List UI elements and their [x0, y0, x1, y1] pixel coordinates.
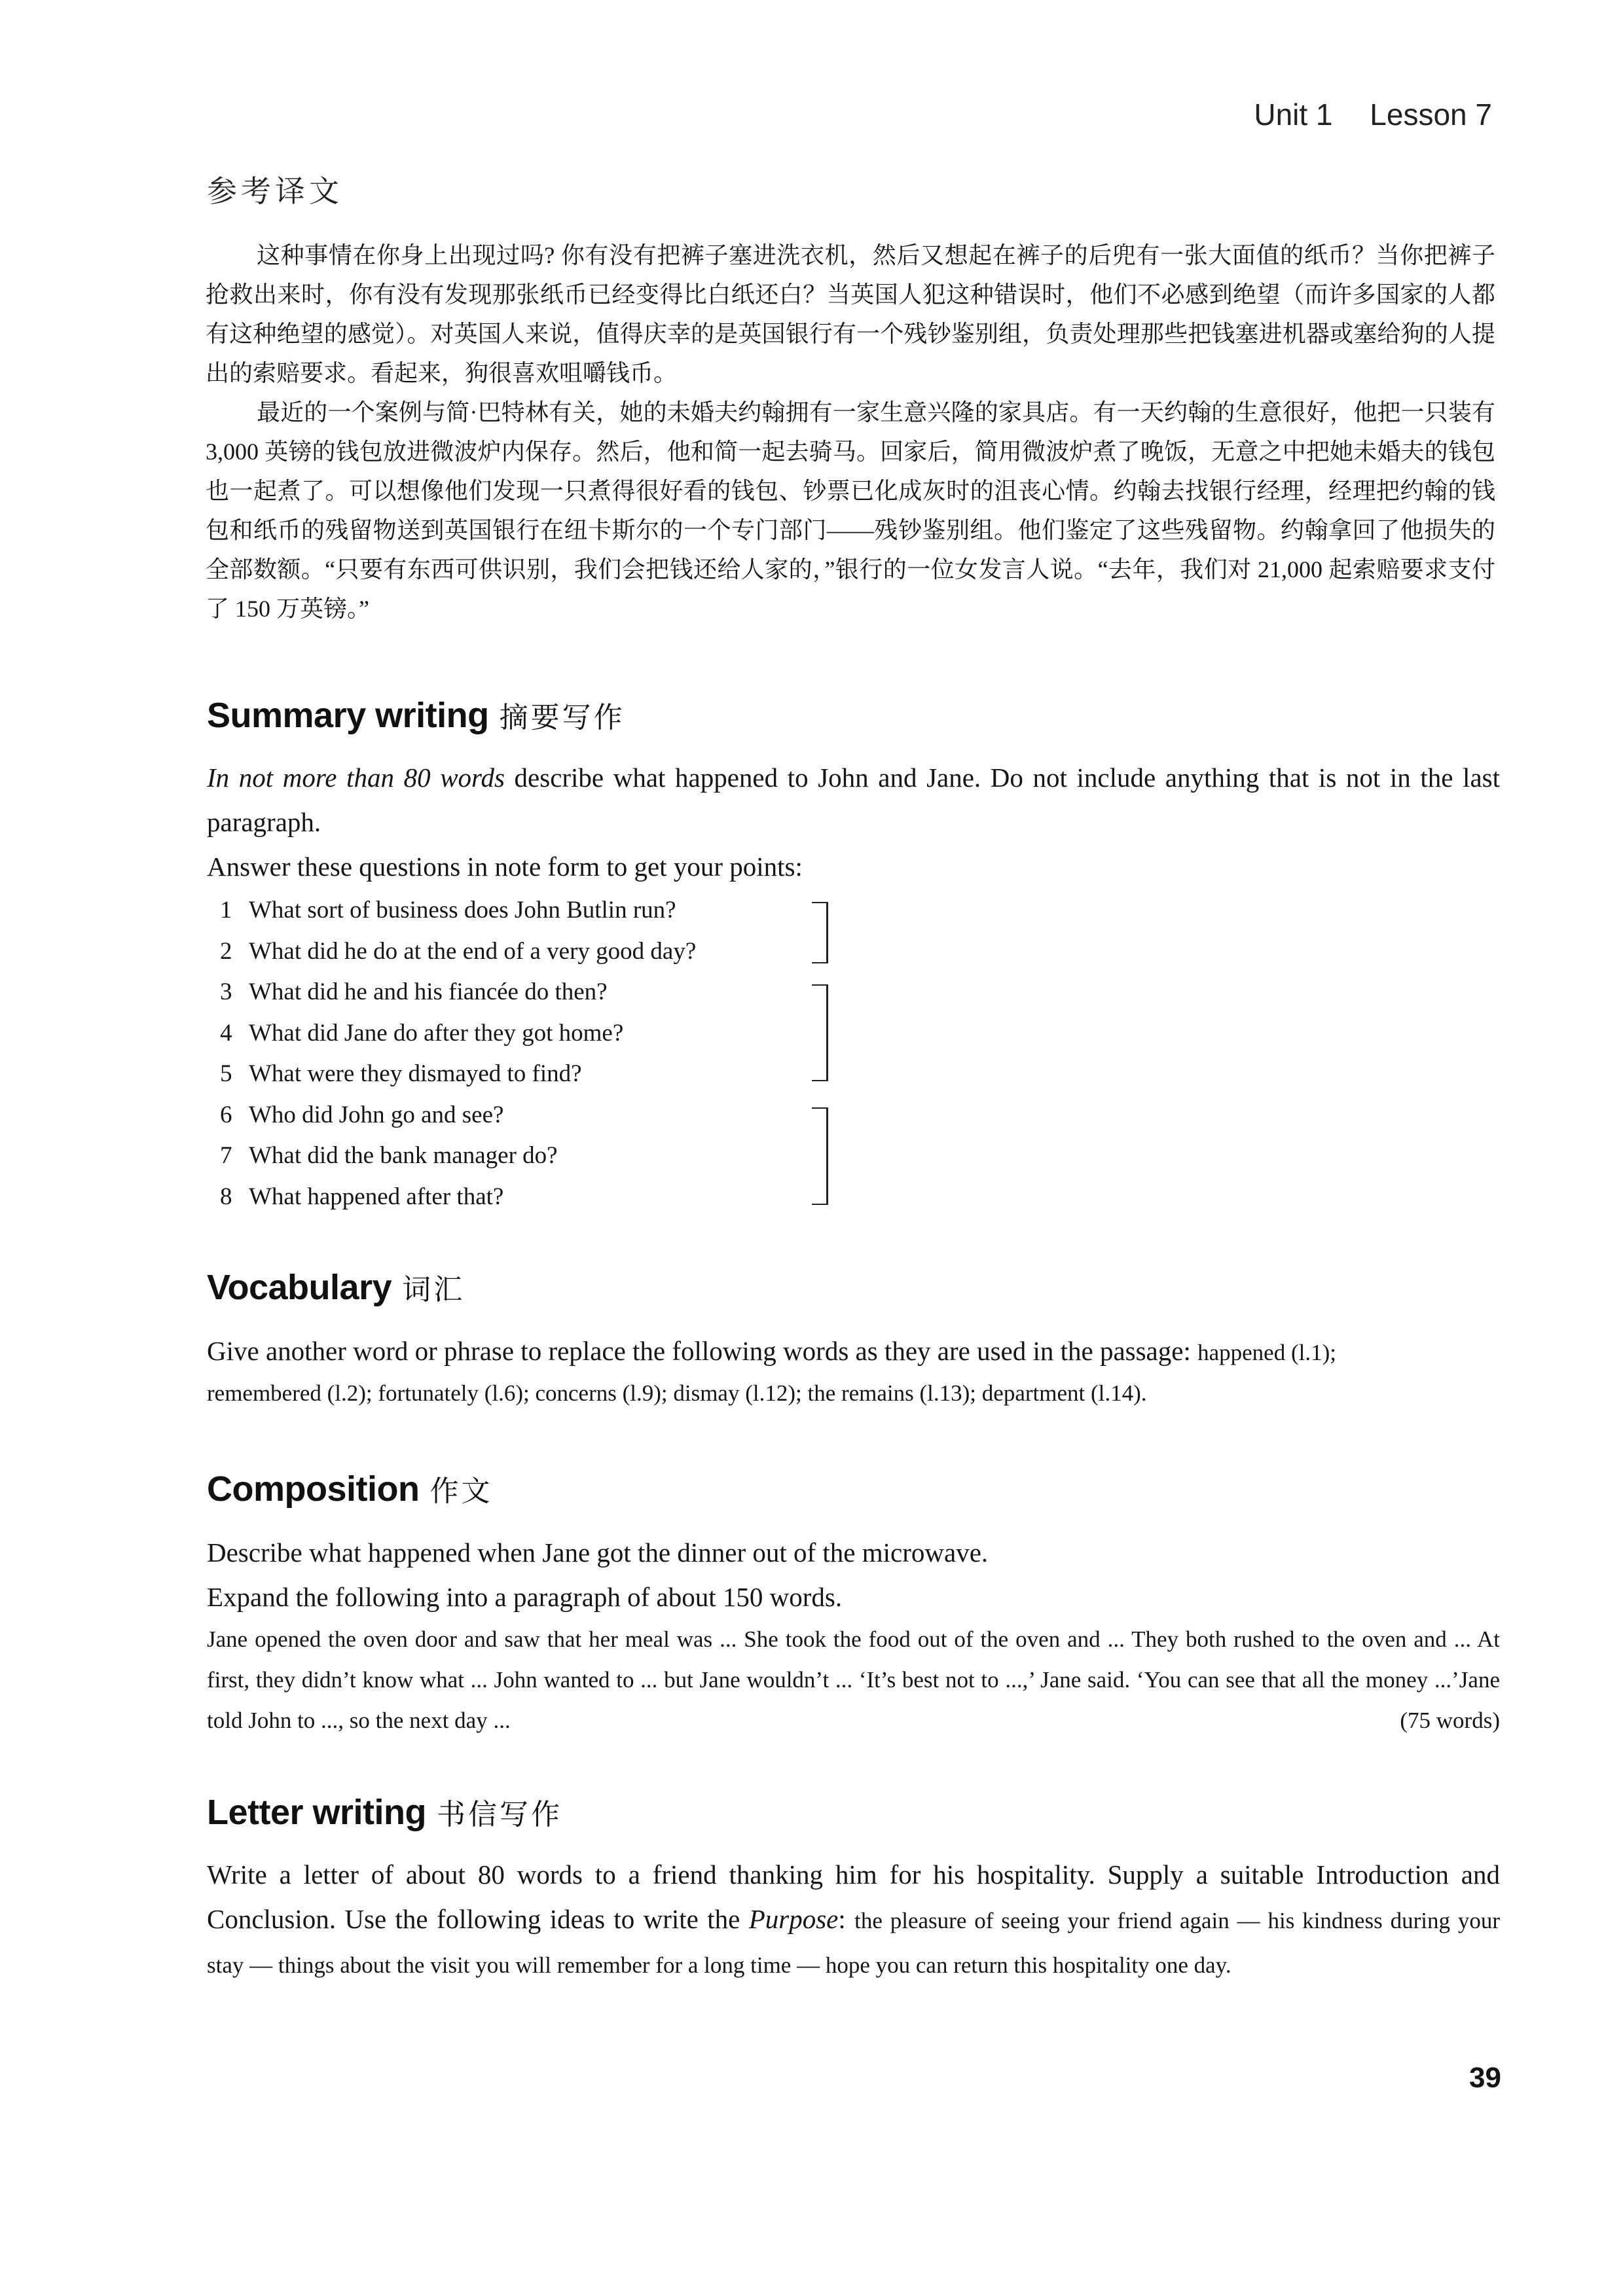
composition-heading-cn: 作文 — [429, 1475, 493, 1507]
list-item: 4 What did Jane do after they got home? — [220, 1019, 624, 1047]
vocabulary-heading — [207, 1266, 465, 1308]
vocabulary-instruction — [207, 1329, 1500, 1373]
summary-heading-en: Summary writing — [207, 696, 489, 735]
list-item: 1 What sort of business does John Butlin run? — [220, 897, 676, 924]
summary-heading — [207, 694, 625, 736]
composition-word-count: (75 words) — [1400, 1708, 1500, 1733]
summary-questions — [220, 890, 696, 1217]
vocabulary-first-word: happened (l.1); — [1197, 1340, 1336, 1365]
summary-answer-prompt: Answer these questions in note form to get your points: — [207, 852, 803, 882]
summary-word-limit: In not more than 80 words — [207, 762, 505, 793]
composition-heading — [207, 1467, 492, 1509]
summary-heading-cn: 摘要写作 — [499, 702, 625, 734]
running-header — [1254, 97, 1492, 132]
translation-paragraph: 这种事情在你身上出现过吗? 你有没有把裤子塞进洗衣机，然后又想起在裤子的后兜有一张大面值的纸币？当你把裤子抢救出来时，你有没有发现那张纸币已经变得比白纸还白？当英国人犯这种错误时，他们不必感到绝望（而许多国家的人都有这种绝望的感觉）。对英国人来说，值得庆幸的是英国银行有一个残钞鉴别组，负责处理那些把钱塞进机器或塞给狗的人提出的索赔要求。看起来，狗很喜欢咀嚼钱币。 — [206, 242, 1495, 386]
letter-heading-en: Letter writing — [207, 1793, 427, 1832]
list-item: 8 What happened after that? — [220, 1183, 504, 1210]
summary-instructions — [207, 755, 1500, 889]
list-item: 3 What did he and his fiancée do then? — [220, 978, 608, 1005]
vocabulary-heading-en: Vocabulary — [207, 1268, 392, 1307]
composition-text — [207, 1530, 1500, 1741]
page-number: 39 — [1469, 2062, 1501, 2094]
translation-text — [206, 236, 1495, 628]
vocabulary-word-list: remembered (l.2); fortunately (l.6); concerns (l.9); dismay (l.12); the remains (l.13); department (l.14). — [207, 1380, 1147, 1406]
composition-line: Expand the following into a paragraph of about 150 words. — [207, 1582, 843, 1612]
letter-heading — [207, 1791, 562, 1833]
list-item: 6 Who did John go and see? — [220, 1101, 504, 1128]
composition-line: Describe what happened when Jane got the dinner out of the microwave. — [207, 1537, 989, 1568]
lesson-label: Lesson 7 — [1370, 98, 1492, 132]
letter-instruction-a: Write a letter of about 80 words to a friend thanking him for his hospitality. Supply a suitable Introduction and Conclusion. Use the following ideas to write the — [207, 1859, 1500, 1934]
question-group-bracket — [812, 984, 828, 1081]
vocabulary-text — [207, 1329, 1500, 1414]
letter-text — [207, 1852, 1500, 1986]
question-group-bracket — [812, 1107, 828, 1205]
translation-paragraph: 最近的一个案例与简·巴特林有关，她的未婚夫约翰拥有一家生意兴隆的家具店。有一天约翰的生意很好，他把一只装有 3,000 英镑的钱包放进微波炉内保存。然后，他和简一起去骑马。回家后，简用微波炉煮了晚饭，无意之中把她未婚夫的钱包也一起煮了。可以想像他们发现一只煮得很好看的钱包、钞票已化成灰时的沮丧心情。约翰去找银行经理，经理把约翰的钱包和纸币的残留物送到英国银行在纽卡斯尔的一个专门部门——残钞鉴别组。他们鉴定了这些残留物。约翰拿回了他损失的全部数额。“只要有东西可供识别，我们会把钱还给人家的，”银行的一位女发言人说。“去年，我们对 21,000 起索赔要求支付了 150 万英镑。” — [206, 399, 1495, 622]
unit-label: Unit 1 — [1254, 98, 1333, 132]
letter-purpose: Purpose — [748, 1904, 839, 1934]
summary-instruction — [207, 755, 1500, 844]
letter-heading-cn: 书信写作 — [437, 1799, 563, 1831]
vocabulary-intro: Give another word or phrase to replace the following words as they are used in the passage: — [207, 1336, 1198, 1366]
letter-instruction-b: : — [838, 1904, 855, 1934]
list-item: 7 What did the bank manager do? — [220, 1142, 558, 1169]
list-item: 5 What were they dismayed to find? — [220, 1060, 582, 1087]
composition-heading-en: Composition — [207, 1469, 420, 1509]
letter-ideas: the pleasure of seeing your friend again — his kindness during your stay — things about the visit you will remember for a long time — hope you can return this hospitality one day. — [207, 1908, 1500, 1978]
translation-title: 参考译文 — [207, 175, 343, 208]
list-item: 2 What did he do at the end of a very good day? — [220, 937, 697, 965]
composition-prompt — [207, 1619, 1500, 1741]
question-group-bracket — [812, 902, 828, 963]
summary-instruction-rest: describe what happened to John and Jane. Do not include anything that is not in the last paragraph. — [207, 762, 1500, 837]
composition-prompt-text: Jane opened the oven door and saw that her meal was ... She took the food out of the oven and ... They both rushed to the oven and ... At first, they didn’t know what ... John wanted to ... but Jane wouldn’t ... ‘It’s best not to ...,’ Jane said. ‘You can see that all the money ...’Jane told John to ..., so the next day ... — [207, 1626, 1500, 1733]
letter-instruction — [207, 1852, 1500, 1986]
vocabulary-heading-cn: 词汇 — [402, 1274, 465, 1306]
